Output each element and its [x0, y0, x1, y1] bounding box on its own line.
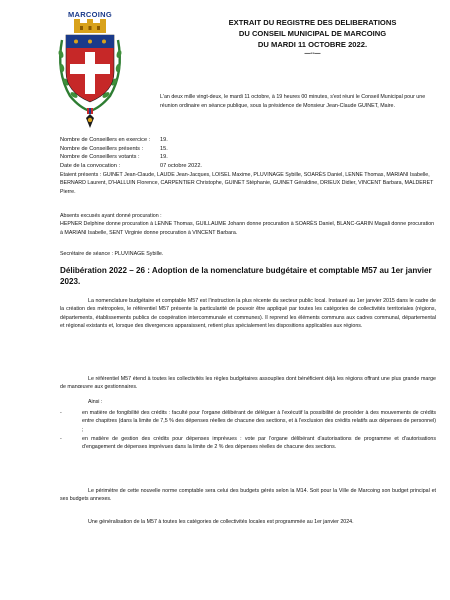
absent-members: [60, 212, 435, 237]
stat-label: Nombre de Conseillers présents :: [60, 145, 144, 152]
header-title-line-1: EXTRAIT DU REGISTRE DES DELIBERATIONS: [228, 18, 397, 27]
list-item: [60, 409, 436, 434]
header-title-line-2: DU CONSEIL MUNICIPAL DE MARCOING: [238, 29, 387, 38]
stat-value: 15.: [160, 145, 168, 152]
bullet-list: [60, 409, 436, 452]
meeting-intro: L'an deux mille vingt-deux, le mardi 11 octobre, à 19 heures 00 minutes, s'est réuni le Conseil Municipal pour une réunion ordinaire en séance publique, sous la présidence de Monsieur Jean-Claude GUINET, Maire.: [160, 94, 426, 109]
list-item: [60, 435, 436, 452]
header-separator: —--—: [304, 51, 321, 57]
document-header: [195, 17, 430, 57]
crest-emblem: [54, 10, 126, 130]
town-coat-of-arms: [54, 10, 126, 130]
bullet-dash: -: [60, 410, 62, 416]
stat-label: Nombre de Conseillers en exercice :: [60, 137, 151, 143]
paragraph-perimeter: Le périmètre de cette nouvelle norme comptable sera celui des budgets gérés selon la M14. Soit pour la Ville de Marcoing son budget principal et ses budgets annexes.: [60, 488, 436, 503]
absents-list: HEPNER Delphine donne procuration à LENNE Thomas, GUILLAUME Johann donne procuration à SOARÈS Daniel, BLANC-GARIN Magali donne procuration à MARIANI Isabelle, SENT Virginie donne procuration à VINCENT Barbara.: [60, 221, 435, 236]
crest-town-name: MARCOING: [67, 10, 113, 19]
ainsi-label: Ainsi :: [88, 399, 103, 405]
stat-value: 19.: [160, 154, 168, 161]
stat-value: 19.: [160, 137, 168, 143]
list-item-text: en matière de gestion des crédits pour dépenses imprévues : vote par l'organe délibérant d'autorisations de programme et d'autorisations d'engagement de dépenses imprévues dans la limite de 2 % des dépenses réelles de chacune des sections.: [82, 435, 436, 451]
paragraph-referential: Le référentiel M57 étend à toutes les collectivités les règles budgétaires assouplies dont bénéficient déjà les régions offrant une plus grande marge de manœuvre aux gestionnaires.: [60, 376, 436, 391]
present-members: Etaient présents : GUINET Jean-Claude, LAUDE Jean-Jacques, LOISEL Maxime, PLUVINAGE Sybille, SOARÈS Daniel, LENNE Thomas, MARIANI Isabelle, BERNARD Laurent, D'HALLUIN Florence, CARPENTIER Christophe, GUINET Stéphanie, GUINET Géraldine, DRIEUX Didier, VINCENT Barbara, MALDERET Pierre.: [60, 172, 434, 195]
stat-label: Nombre de Conseillers votants :: [60, 154, 140, 161]
absents-heading: Absents excusés ayant donné procuration :: [60, 213, 162, 219]
header-title-line-3: DU MARDI 11 OCTOBRE 2022.: [257, 40, 368, 49]
stat-label: Date de la convocation :: [60, 162, 121, 169]
bullet-dash: -: [60, 435, 62, 442]
meeting-secretary: Secrétaire de séance : PLUVINAGE Sybille.: [60, 251, 164, 257]
stat-value: 07 octobre 2022.: [160, 162, 202, 169]
paragraph-generalisation: Une généralisation de la M57 à toutes les catégories de collectivités locales est programmée au 1er janvier 2024.: [88, 519, 354, 525]
deliberation-title: Délibération 2022 – 26 : Adoption de la nomenclature budgétaire et comptable M57 au 1er janvier 2023.: [60, 266, 432, 286]
paragraph-nomenclature: La nomenclature budgétaire et comptable M57 est l'instruction la plus récente du secteur public local. Instauré au 1er janvier 2015 dans le cadre de la création des métropoles, le référentiel M57 présente la particularité de pouvoir être appliqué par toutes les catégories de collectivités territoriales (régions, départements, établissements publics de coopération intercommunale et communes). Il reprend les éléments communs aux cadres communal, départemental et régional existants et, lorsque des divergences apparaissent, retient plus spécialement les dispositions applicables aux régions.: [60, 298, 436, 329]
list-item-text: en matière de fongibilité des crédits : faculté pour l'organe délibérant de déléguer à l'exécutif la possibilité de procéder à des mouvements de crédits entre chapitres (dans la limite de 7,5 % des dépenses réelles de chacune des sections, et à l'exclusion des crédits relatifs aux dépenses de personnel) ;: [82, 410, 436, 433]
